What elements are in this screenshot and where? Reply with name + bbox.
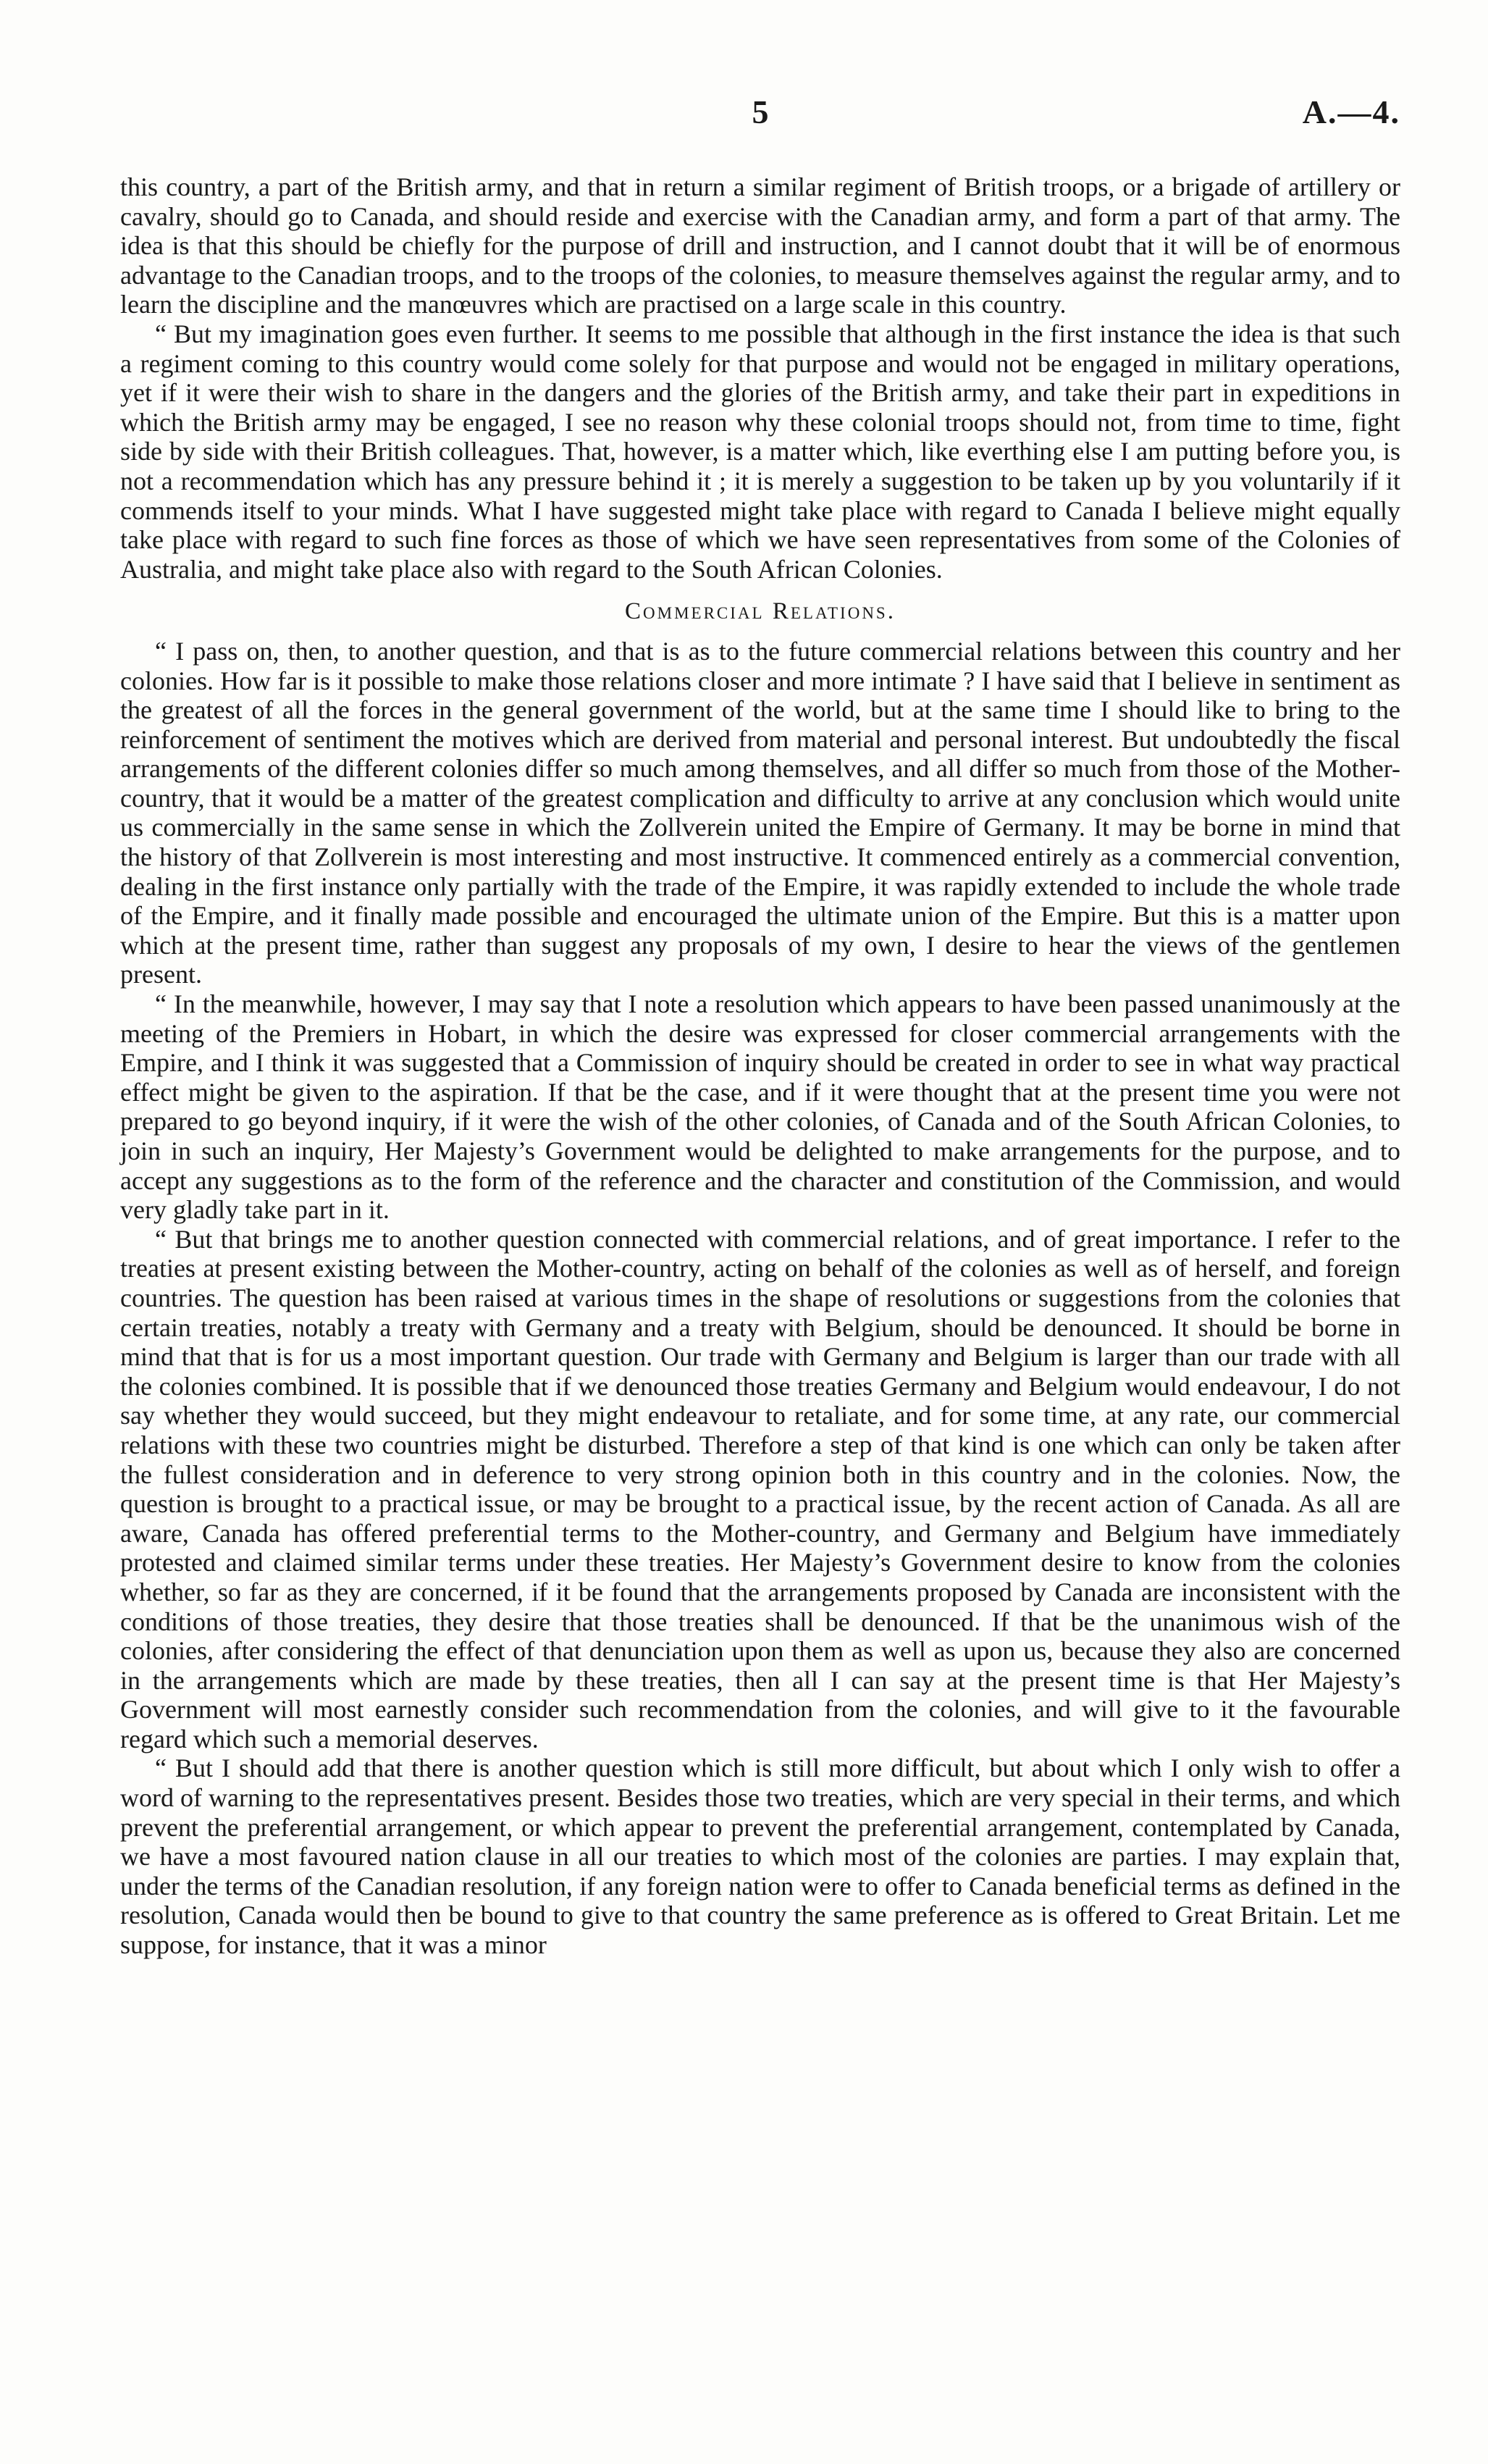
document-reference: A.—4. (1302, 93, 1400, 130)
page-number: 5 (752, 93, 769, 130)
paragraph: this country, a part of the British army, and that in return a similar regiment of British troops, or a brigade of artillery or cavalry, should go to Canada, and should reside and exercise with the Canadian army, and form a part of that army. The idea is that this should be chiefly for the purpose of drill and instruction, and I cannot doubt that it will be of enormous advantage to the Canadian troops, and to the troops of the colonies, to measure themselves against the regular army, and to learn the discipline and the manœuvres which are practised on a large scale in this country. (120, 172, 1400, 319)
paragraph: “ But I should add that there is another question which is still more difficult, but about which I only wish to offer a word of warning to the representatives present. Besides those two treaties, which are very special in their terms, and which prevent the preferential arrangement, or which appear to prevent the preferential arrangement, contemplated by Canada, we have a most favoured nation clause in all our treaties to which most of the colonies are parties. I may explain that, under the terms of the Canadian resolution, if any foreign nation were to offer to Canada beneficial terms as defined in the resolution, Canada would then be bound to give to that country the same preference as is offered to Great Britain. Let me suppose, for instance, that it was a minor (120, 1753, 1400, 1960)
paragraph: “ In the meanwhile, however, I may say that I note a resolution which appears to have been passed unanimously at the meeting of the Premiers in Hobart, in which the desire was expressed for closer commercial arrangements with the Empire, and I think it was suggested that a Commission of inquiry should be created in order to see in what way practical effect might be given to the aspiration. If that be the case, and if it were thought that at the present time you were not prepared to go beyond inquiry, if it were the wish of the other colonies, of Canada and of the South African Colonies, to join in such an inquiry, Her Majesty’s Government would be delighted to make arrangements for the purpose, and to accept any suggestions as to the form of the reference and the character and constitution of the Commission, and would very gladly take part in it. (120, 989, 1400, 1225)
paragraph: “ But my imagination goes even further. It seems to me possible that although in the first instance the idea is that such a regiment coming to this country would come solely for that purpose and would not be engaged in military operations, yet if it were their wish to share in the dangers and the glories of the British army, and take their part in expeditions in which the British army may be engaged, I see no reason why these colonial troops should not, from time to time, fight side by side with their British colleagues. That, however, is a matter which, like everthing else I am putting before you, is not a recommendation which has any pressure behind it ; it is merely a suggestion to be taken up by you voluntarily if it commends itself to your minds. What I have suggested might take place with regard to Canada I believe might equally take place with regard to such fine forces as those of which we have seen representatives from some of the Colonies of Australia, and might take place also with regard to the South African Colonies. (120, 319, 1400, 584)
body-text (120, 172, 1400, 1960)
paragraph: “ But that brings me to another question connected with commercial relations, and of great importance. I refer to the treaties at present existing between the Mother-country, acting on behalf of the colonies as well as of herself, and foreign countries. The question has been raised at various times in the shape of resolutions or suggestions from the colonies that certain treaties, notably a treaty with Germany and a treaty with Belgium, should be denounced. It should be borne in mind that that is for us a most important question. Our trade with Germany and Belgium is larger than our trade with all the colonies combined. It is possible that if we denounced those treaties Germany and Belgium would endeavour, I do not say whether they would succeed, but they might endeavour to retaliate, and for some time, at any rate, our commercial relations with these two countries might be disturbed. Therefore a step of that kind is one which can only be taken after the fullest consideration and in deference to very strong opinion both in this country and in the colonies. Now, the question is brought to a practical issue, or may be brought to a practical issue, by the recent action of Canada. As all are aware, Canada has offered preferential terms to the Mother-country, and Germany and Belgium have immediately protested and claimed similar terms under these treaties. Her Majesty’s Government desire to know from the colonies whether, so far as they are concerned, if it be found that the arrangements proposed by Canada are inconsistent with the conditions of those treaties, they desire that those treaties shall be denounced. If that be the unanimous wish of the colonies, after considering the effect of that denunciation upon them as well as upon us, because they also are concerned in the arrangements which are made by these treaties, then all I can say at the present time is that Her Majesty’s Government will most earnestly consider such recommendation from the colonies, and will give to it the favourable regard which such a memorial deserves. (120, 1224, 1400, 1753)
paragraph: “ I pass on, then, to another question, and that is as to the future commercial relations between this country and her colonies. How far is it possible to make those relations closer and more intimate ? I have said that I believe in sentiment as the greatest of all the forces in the general government of the world, but at the same time I should like to bring to the reinforcement of sentiment the motives which are derived from material and personal interest. But undoubtedly the fiscal arrangements of the different colonies differ so much among themselves, and all differ so much from those of the Mother-country, that it would be a matter of the greatest complication and difficulty to arrive at any conclusion which would unite us commercially in the same sense in which the Zollverein united the Empire of Germany. It may be borne in mind that the history of that Zollverein is most interesting and most instructive. It commenced entirely as a commercial convention, dealing in the first instance only partially with the trade of the Empire, it was rapidly extended to include the whole trade of the Empire, and it finally made possible and encouraged the ultimate union of the Empire. But this is a matter upon which at the present time, rather than suggest any proposals of my own, I desire to hear the views of the gentlemen present. (120, 636, 1400, 989)
page-header (120, 93, 1400, 143)
section-heading: Commercial Relations. (625, 598, 896, 625)
